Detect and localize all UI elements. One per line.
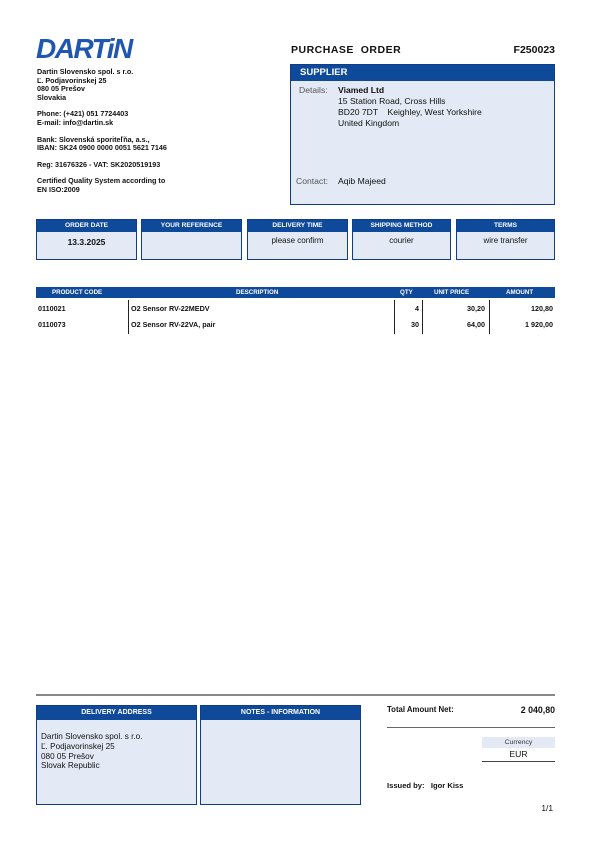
row-unit-price: 30,20 [467,304,485,313]
company-email: E-mail: info@dartin.sk [37,117,114,127]
company-info [37,68,167,195]
delivery-time-value: please confirm [271,236,324,245]
page-number: 1/1 [541,803,553,813]
supplier-contact: Aqib Majeed [338,176,386,186]
supplier-contact-label: Contact: [296,176,329,186]
shipping-method-box [352,219,451,260]
delivery-line-4: Slovak Republic [41,761,100,771]
total-divider [387,727,555,728]
company-phone: Phone: (+421) 051 7724403 [37,109,129,119]
supplier-address-1: 15 Station Road, Cross Hills [338,96,446,106]
company-iban: IBAN: SK24 0900 0000 0051 5621 7146 [37,143,167,153]
header-amount: AMOUNT [506,289,534,296]
currency-value: EUR [509,749,528,759]
reference-value [142,232,241,236]
notes-box [200,705,361,805]
total-value: 2 040,80 [520,705,555,715]
shipping-method-label: SHIPPING METHOD [353,220,450,232]
company-city: 080 05 Prešov [37,84,85,94]
company-country: Slovakia [37,92,67,102]
company-street: Ľ. Podjavorinskej 25 [37,75,107,85]
terms-label: TERMS [457,220,554,232]
delivery-line-1: Dartin Slovensko spol. s r.o. [41,732,143,741]
total-label: Total Amount Net: [387,705,454,714]
row-amount: 1 920,00 [525,320,553,329]
header-description: DESCRIPTION [236,289,279,296]
dartin-logo [36,34,152,64]
order-date-box [36,219,137,260]
company-quality-1: Certified Quality System according to [37,176,166,186]
header-unit-price: UNIT PRICE [434,289,470,296]
delivery-line-3: 080 05 Prešov [41,751,94,761]
supplier-address-2: BD20 7DT Keighley, West Yorkshire [338,107,482,117]
notes-heading: NOTES - INFORMATION [201,706,360,720]
supplier-address-3: United Kingdom [338,118,400,128]
table-row [36,317,555,333]
supplier-name: Viamed Ltd [338,85,385,95]
delivery-line-2: Ľ. Podjavorinskej 25 [41,741,115,751]
table-row [36,301,555,317]
document-number: F250023 [513,44,555,56]
company-name: Dartin Slovensko spol. s r.o. [37,67,134,76]
currency-label: Currency [482,737,555,748]
order-date-value: 13.3.2025 [67,237,106,247]
order-date-label: ORDER DATE [37,220,136,232]
header-product-code: PRODUCT CODE [52,289,103,296]
supplier-box [290,64,555,205]
logo-text: DARTiN [36,34,132,64]
items-table-header [36,287,555,298]
company-quality-2: EN ISO:2009 [37,184,80,194]
row-description: O2 Sensor RV-22MEDV [131,304,210,313]
company-reg: Reg: 31676326 - VAT: SK2020519193 [37,159,161,169]
delivery-time-label: DELIVERY TIME [248,220,347,232]
document-title: PURCHASE ORDER [291,44,402,56]
row-code: 0110021 [38,304,66,313]
row-qty: 4 [415,304,419,313]
row-code: 0110073 [38,320,66,329]
reference-box [141,219,242,260]
footer-divider [36,694,555,696]
row-description: O2 Sensor RV-22VA, pair [131,320,216,329]
company-bank: Bank: Slovenská sporiteľňa, a.s., [37,134,150,144]
terms-box [456,219,555,260]
shipping-method-value: courier [389,236,414,245]
reference-label: YOUR REFERENCE [142,220,241,232]
supplier-heading: SUPPLIER [291,65,554,81]
delivery-time-box [247,219,348,260]
row-qty: 30 [411,320,419,329]
supplier-details-label: Details: [299,85,328,95]
delivery-address-heading: DELIVERY ADDRESS [37,706,196,720]
currency-underline [482,761,555,762]
terms-value: wire transfer [483,236,528,245]
header-qty: QTY [400,289,413,296]
row-amount: 120,80 [531,304,553,313]
delivery-address-box [36,705,197,805]
issued-by: Issued by: Igor Kiss [387,781,464,790]
row-unit-price: 64,00 [467,320,485,329]
